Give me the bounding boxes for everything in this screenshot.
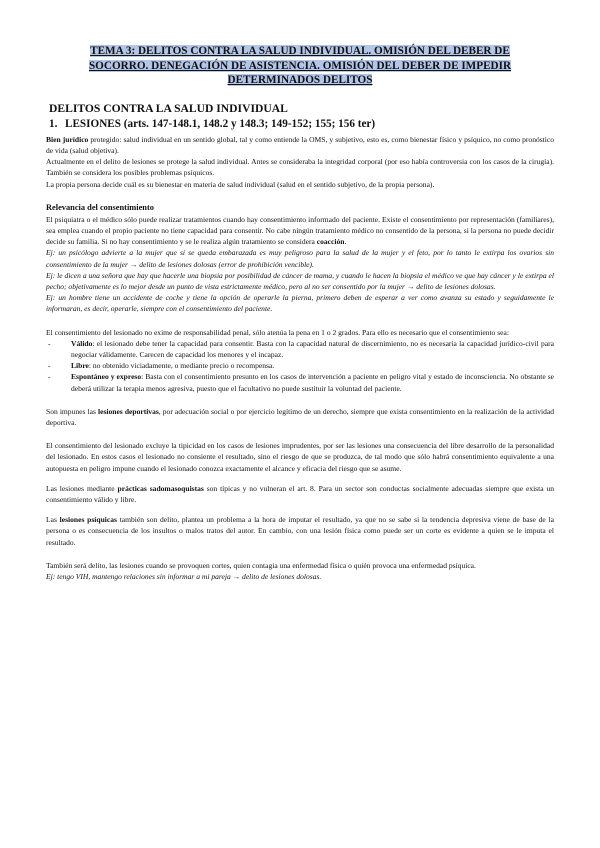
title-line-2: SOCORRO. DENEGACIÓN DE ASISTENCIA. OMISIÓN DEL DEBER DE IMPEDIR [88, 59, 512, 72]
example-2: Ej: le dicen a una señora que hay que hacerle una biopsia por posibilidad de cáncer de mama, y cuando le hacen la biopsia el médico ve que hay cáncer y le extirpa el pecho; objetivamente es lo mejor desde un punto de vista estrictamente médico, pero al no ser consentido por la mujer → delito de lesiones dolosas. [46, 270, 554, 292]
deportivas-paragraph [46, 406, 554, 428]
requirement-text: : Basta con el consentimiento presunto en los casos de intervención a paciente en peligro vital y estado de inconsciencia. No obstante se deberá utilizar la terapia menos agresiva, puesto que el facultativo no puede sustituir la voluntad del paciente. [71, 372, 554, 393]
subsection-title: LESIONES (arts. 147-148.1, 148.2 y 148.3; 149-152; 155; 156 ter) [65, 117, 376, 130]
sadomaso-text-a: Las lesiones mediante [46, 483, 118, 493]
bien-juridico-paragraph [46, 134, 554, 156]
list-item [46, 371, 554, 393]
relevancia-paragraph [46, 214, 554, 248]
title-line-3: DETERMINADOS DELITOS [227, 74, 373, 87]
intro-paragraph-3: La propia persona decide cuál es su bienestar en materia de salud individual (salud en el sentido subjetivo, de la propia persona). [46, 179, 435, 189]
deportivas-text-b: , por adecuación social o por ejercicio legítimo de un derecho, siempre que exista consentimiento en la realización de la actividad deportiva. [46, 406, 554, 428]
section-heading: DELITOS CONTRA LA SALUD INDIVIDUAL [49, 101, 288, 115]
requirement-label: Libre [71, 361, 89, 371]
contagio-paragraph: También será delito, las lesiones cuando se provoquen cortes, quien contagia una enfermedad física o quién provoca una enfermedad psíquica. [46, 560, 476, 570]
title-line-1: TEMA 3: DELITOS CONTRA LA SALUD INDIVIDUAL. OMISIÓN DEL DEBER DE [90, 45, 510, 57]
bien-juridico-text: protegido: salud individual en un sentido global, tal y como entiende la OMS, y subjetivo, esto es, como bienestar físico y psíquico, no como pronóstico de vida (salud objetiva). [46, 134, 555, 155]
deportivas-text-a: Son impunes las [46, 406, 98, 416]
psiquicas-text-b: también son delito, plantea un problema a la hora de imputar el resultado, ya que no se sabe si la tendencia depresiva viene de base de la persona o es consecuencia de los insultos o malos tratos del autor. En cambio, con una lesión física como puede ser un corte es evidente a quien se le imputa el resultado. [46, 515, 554, 547]
requirement-text: : el lesionado debe tener la capacidad para consentir. Basta con la capacidad natural de discernimiento, no es necesaria la capacidad jurídico-civil para negociar válidamente. Carecen de capacidad los menores y el incapaz. [71, 338, 554, 360]
deportivas-term: lesiones deportivas [98, 406, 159, 416]
psiquicas-text-a: Las [46, 515, 60, 525]
consent-paragraph: El consentimiento del lesionado no exime de responsabilidad penal, sólo atenúa la pena en 1 o 2 grados. Para ello es necesario que el consentimiento sea: [46, 327, 509, 337]
list-item [46, 338, 554, 360]
sadomaso-term: prácticas sadomasoquistas [117, 483, 204, 493]
example-3: Ej: un hombre tiene un accidente de coche y tiene la opción de operarle la pierna, primero deben de esperar a ver como avanza su estado y seguidamente le informaran, es decir, operarle, siempre con el consentimiento del paciente. [46, 293, 554, 314]
sadomaso-paragraph [46, 483, 554, 505]
intro-paragraph-2: Actualmente en el delito de lesiones se protege la salud individual. Antes se consideraba la integridad corporal (por eso había controversia con los casos de la cirugía). También se considera los posibles problemas psíquicos. [46, 157, 554, 178]
coaccion-term: coacción [316, 237, 345, 247]
relevancia-heading: Relevancia del consentimiento [46, 202, 154, 212]
subsection-heading [49, 118, 554, 131]
subsection-number: 1. [49, 117, 58, 130]
relevancia-end: . [344, 237, 347, 247]
document-title [60, 44, 540, 88]
imprudentes-paragraph: El consentimiento del lesionado excluye la tipicidad en los casos de lesiones imprudentes, por ser las lesiones una consecuencia del libre desarrollo de la personalidad del lesionado. En estos casos el lesionado no consiente el resultado, sino el riesgo de que se produzca, de tal modo que sólo habrá consentimiento equivalente a una autopuesta en peligro impune cuando el lesionado conozca exactamente el alcance y eficacia del riesgo que se asume. [46, 441, 554, 473]
requirement-label: Válido [71, 338, 93, 348]
sadomaso-text-b: son típicas y no vulneran el art. 8. Para un sector son conductas socialmente adecuadas siempre que exista un consentimiento válido y libre. [46, 483, 554, 505]
requirement-text: : no obtenido viciadamente, o mediante precio o recompensa. [88, 361, 275, 371]
bien-juridico-label: Bien jurídico [46, 134, 89, 144]
example-1: Ej: un psicólogo advierte a la mujer que si se queda embarazada es muy peligroso para la salud de la mujer y el feto, por lo tanto le extirpa los ovarios sin consentimiento de la mujer → delito de lesiones dolosas (error de prohibición vencible). [46, 248, 554, 269]
contagio-example: Ej: tengo VIH, mantengo relaciones sin informar a mi pareja → delito de lesiones dolosas. [46, 572, 322, 582]
relevancia-text: El psiquiatra o el médico sólo puede realizar tratamientos cuando hay consentimiento informado del paciente. Existe el consentimiento por representación (familiares), sea emplea cuando el propio paciente no tiene capacidad para consentir. No cabe ningún tratamiento médico no consentido de la persona, si la persona no puede decidir decide su familia. Si no hay consentimiento y se le realiza algún tratamiento se considera [46, 214, 554, 247]
psiquicas-term: lesiones psíquicas [59, 515, 117, 525]
consent-requirements-list [46, 338, 554, 394]
psiquicas-paragraph [46, 514, 554, 548]
requirement-label: Espontáneo y expreso [71, 372, 142, 382]
list-item [46, 360, 554, 371]
